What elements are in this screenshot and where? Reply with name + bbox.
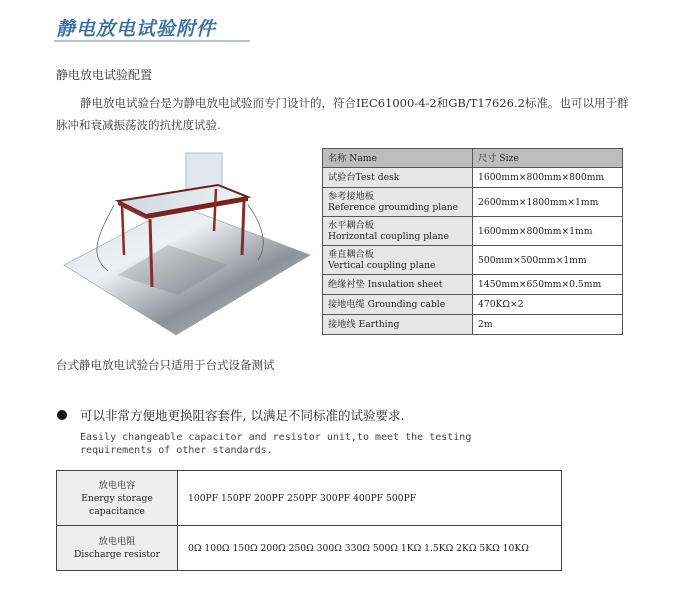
- table-row: [323, 188, 623, 217]
- table-row: [323, 295, 623, 315]
- table-row: [57, 526, 562, 571]
- spec-name-cell: [323, 168, 473, 188]
- spec-name-line: 绝缘衬垫 Insulation sheet: [328, 279, 443, 290]
- table-row: [57, 471, 562, 526]
- table-row: [323, 217, 623, 246]
- spec-name-line: 水平耦合板: [328, 220, 374, 231]
- spec-size-cell: 500mm×500mm×1mm: [473, 246, 623, 275]
- intro-paragraph: 静电放电试验台是为静电放电试验而专门设计的，符合IEC61000-4-2和GB/T17626.2标准。也可以用于群脉冲和衰减振荡波的抗扰度试验.: [56, 96, 629, 132]
- option-label-line: Discharge resistor: [73, 549, 160, 560]
- spec-name-line: Reference groumding plane: [328, 202, 459, 213]
- option-label-line: 放电电容: [98, 479, 136, 491]
- spec-name-cell: [323, 295, 473, 315]
- spec-name-cell: [323, 246, 473, 275]
- bullet-icon: [57, 410, 67, 420]
- bullet-en-line: requirements of other standards.: [80, 445, 273, 456]
- photo-caption: 台式静电放电试验台只适用于台式设备测试: [56, 358, 275, 372]
- spec-name-line: 接地线 Earthing: [328, 319, 400, 330]
- spec-name-cell: [323, 217, 473, 246]
- options-table: [56, 470, 562, 571]
- option-label-cell: [57, 526, 178, 571]
- spec-table: [322, 148, 623, 335]
- option-label-cell: [57, 471, 178, 526]
- test-desk-photo: [58, 145, 313, 337]
- option-values-cell: 100PF 150PF 200PF 250PF 300PF 400PF 500PF: [178, 471, 562, 526]
- spec-name-line: 垂直耦合板: [328, 249, 374, 260]
- spec-name-cell: [323, 315, 473, 335]
- page-title: 静电放电试验附件: [56, 18, 217, 40]
- table-row: [323, 168, 623, 188]
- bullet-text-zh: 可以非常方便地更换阻容套件, 以满足不同标准的试验要求.: [80, 408, 405, 423]
- spec-name-cell: [323, 188, 473, 217]
- spec-name-cell: [323, 275, 473, 295]
- table-row: [323, 275, 623, 295]
- option-values-cell: 0Ω 100Ω 150Ω 200Ω 250Ω 300Ω 330Ω 500Ω 1KΩ 1.5KΩ 2KΩ 5KΩ 10KΩ: [178, 526, 562, 571]
- option-label-line: Energy storage: [81, 492, 153, 504]
- spec-name-line: 试验台Test desk: [328, 172, 400, 183]
- spec-size-cell: 1600mm×800mm×800mm: [473, 168, 623, 188]
- spec-size-cell: 2m: [473, 315, 623, 335]
- option-label-line: capacitance: [89, 505, 145, 517]
- spec-name-line: 参考接地板: [328, 191, 374, 202]
- spec-size-cell: 1450mm×650mm×0.5mm: [473, 275, 623, 295]
- title-underline: [54, 40, 250, 42]
- spec-name-line: 接地电缆 Grounding cable: [328, 299, 446, 310]
- spec-name-line: Horizontal coupling plane: [328, 231, 449, 242]
- spec-header-row: [323, 149, 623, 168]
- bullet-text-en: [80, 431, 471, 457]
- spec-size-cell: 2600mm×1800mm×1mm: [473, 188, 623, 217]
- spec-name-line: Vertical coupling plane: [328, 260, 436, 271]
- bullet-en-line: Easily changeable capacitor and resistor unit,to meet the testing: [80, 432, 472, 443]
- spec-header-name: 名称 Name: [323, 149, 473, 168]
- spec-header-size: 尺寸 Size: [473, 149, 623, 168]
- table-row: [323, 315, 623, 335]
- table-row: [323, 246, 623, 275]
- section-heading: 静电放电试验配置: [56, 68, 153, 82]
- spec-size-cell: 1600mm×800mm×1mm: [473, 217, 623, 246]
- spec-size-cell: 470KΩ×2: [473, 295, 623, 315]
- option-label-line: 放电电阻: [98, 536, 136, 547]
